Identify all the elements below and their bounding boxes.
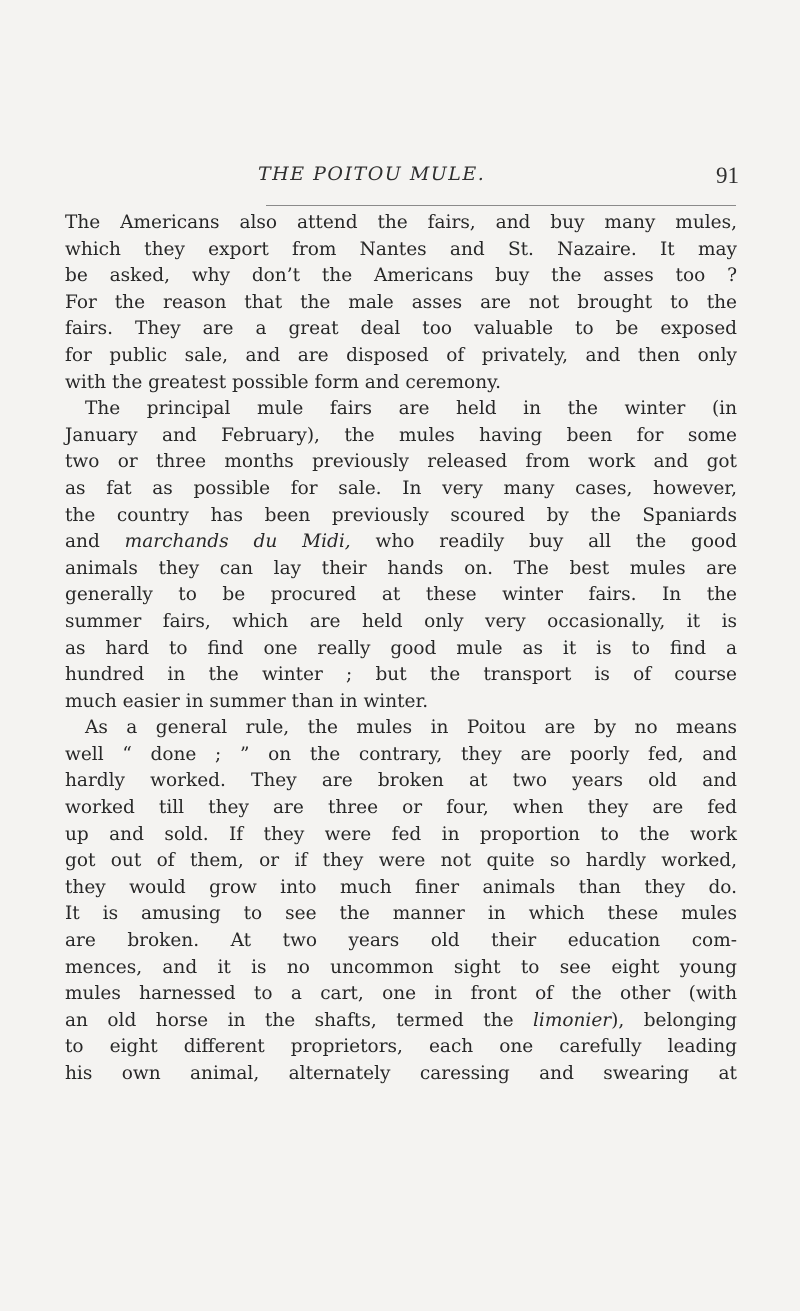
text-line: to eight different proprietors, each one carefully leading: [65, 1036, 737, 1058]
text-line: worked till they are three or four, when they are fed: [65, 797, 737, 819]
page-number: 91: [716, 163, 739, 188]
running-title: THE POITOU MULE.: [258, 163, 486, 185]
text-line: with the greatest possible form and ceremony.: [65, 371, 501, 393]
text-line: [65, 1008, 737, 1035]
text-line: as fat as possible for sale. In very many cases, however,: [65, 477, 737, 499]
text-line: hardly worked. They are broken at two years old and: [65, 770, 737, 792]
text-line: hundred in the winter ; but the transport is of course: [65, 664, 737, 686]
text-line: summer fairs, which are held only very occasionally, it is: [65, 610, 737, 632]
text-line: It is amusing to see the manner in which these mules: [65, 903, 737, 925]
text-line: got out of them, or if they were not quite so hardly worked,: [65, 850, 737, 872]
text-line: well “ done ; ” on the contrary, they are poorly fed, and: [65, 743, 737, 765]
text-line: The principal mule fairs are held in the winter (in: [85, 398, 737, 420]
text-line: they would grow into much finer animals than they do.: [65, 876, 737, 898]
italic-phrase: marchands du Midi,: [124, 531, 351, 553]
text-line: fairs. They are a great deal too valuable to be exposed: [65, 318, 737, 340]
text-line: generally to be procured at these winter fairs. In the: [65, 584, 737, 606]
text-line: mules harnessed to a cart, one in front of the other (with: [65, 983, 737, 1005]
text-segment: an old horse in the shafts, termed the: [65, 1009, 514, 1031]
text-line: As a general rule, the mules in Poitou are by no means: [85, 717, 737, 739]
text-line: as hard to find one really good mule as it is to find a: [65, 637, 737, 659]
text-line: mences, and it is no uncommon sight to see eight young: [65, 956, 737, 978]
text-segment: ), belonging: [611, 1009, 737, 1031]
header-rule: [266, 205, 736, 206]
text-line: up and sold. If they were fed in proportion to the work: [65, 823, 737, 845]
text-line: for public sale, and are disposed of privately, and then only: [65, 344, 737, 366]
text-line: much easier in summer than in winter.: [65, 690, 429, 712]
text-line: the country has been previously scoured by the Spaniards: [65, 504, 737, 526]
text-line: are broken. At two years old their education com-: [65, 930, 737, 952]
italic-phrase: limonier: [533, 1009, 612, 1031]
text-line: be asked, why don’t the Americans buy the asses too ?: [65, 265, 737, 287]
text-line: January and February), the mules having been for some: [65, 424, 737, 446]
text-line: For the reason that the male asses are not brought to the: [65, 291, 737, 313]
text-line: his own animal, alternately caressing and swearing at: [65, 1063, 737, 1084]
text-segment: and: [65, 531, 100, 553]
text-line: two or three months previously released from work and got: [65, 451, 737, 473]
text-line: The Americans also attend the fairs, and buy many mules,: [65, 212, 737, 233]
text-line: [65, 529, 737, 556]
text-line: animals they can lay their hands on. The best mules are: [65, 557, 737, 579]
running-head: [0, 163, 800, 193]
text-segment: who readily buy all the good: [375, 531, 737, 553]
body-text: [65, 210, 737, 1088]
text-line: which they export from Nantes and St. Nazaire. It may: [65, 238, 737, 260]
